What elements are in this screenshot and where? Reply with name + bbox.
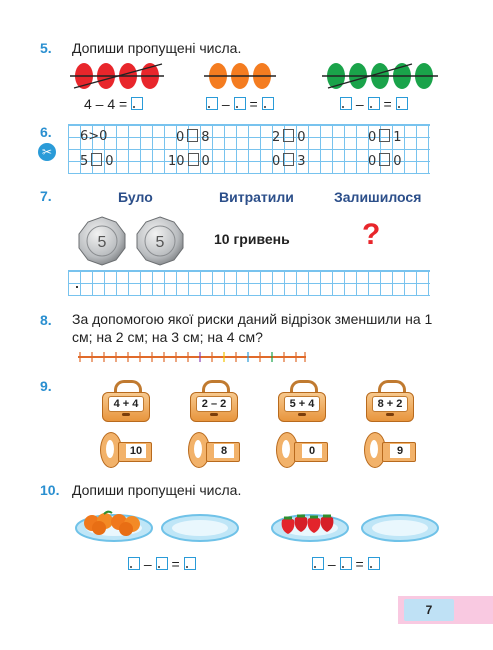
answer-box[interactable] — [340, 97, 352, 110]
answer-box[interactable] — [131, 97, 143, 110]
equals-sign: = — [249, 96, 258, 112]
spent-amount: 10 гривень — [214, 231, 290, 247]
key-value: 0 — [302, 444, 322, 458]
answer-box[interactable] — [156, 557, 168, 570]
minus-sign: – — [327, 556, 336, 572]
coins — [78, 216, 188, 266]
equation-5 — [312, 556, 380, 572]
task-number: 5. — [40, 40, 52, 56]
task-number: 8. — [40, 312, 52, 328]
equation-4 — [128, 556, 196, 572]
page-number: 7 — [404, 599, 454, 621]
minus-sign: – — [143, 556, 152, 572]
comparison-pair: 10 0 — [168, 154, 210, 169]
answer-box[interactable] — [128, 557, 140, 570]
counting-beads — [66, 58, 466, 94]
equation-3 — [340, 96, 408, 112]
equals-sign: = — [383, 96, 392, 112]
lock-expression: 5 + 4 — [284, 396, 320, 412]
task-number: 7. — [40, 188, 52, 204]
start-dot — [76, 286, 78, 288]
key[interactable] — [364, 430, 416, 470]
comparison-pair: 5 0 — [80, 154, 114, 169]
equals-sign: = — [171, 556, 180, 572]
answer-box[interactable] — [184, 557, 196, 570]
coin-value: 5 — [155, 234, 165, 251]
ruler-segment — [76, 350, 310, 364]
equation-1 — [84, 96, 143, 112]
lock[interactable] — [102, 380, 152, 420]
key-value: 8 — [214, 444, 234, 458]
task-instruction: Допиши пропущені числа. — [72, 40, 242, 56]
answer-box[interactable] — [396, 97, 408, 110]
comparison-pair: 0 3 — [272, 154, 306, 169]
green-beads — [322, 63, 438, 89]
plates-illustration — [74, 504, 464, 550]
empty-plate — [162, 515, 238, 541]
equals-sign: = — [355, 556, 364, 572]
coin-value: 5 — [97, 234, 107, 251]
comparison-pair: 0 0 — [368, 154, 402, 169]
task-number: 10. — [40, 482, 60, 498]
key-value: 10 — [126, 444, 146, 458]
key-value: 9 — [390, 444, 410, 458]
lock-expression: 4 + 4 — [108, 396, 144, 412]
answer-box[interactable] — [340, 557, 352, 570]
header-left: Залишилося — [334, 189, 422, 205]
scissors-icon: ✂ — [38, 143, 56, 161]
task-number: 6. — [40, 124, 52, 140]
lock[interactable] — [190, 380, 240, 420]
coin-icon — [137, 217, 183, 265]
empty-plate — [362, 515, 438, 541]
lock-expression: 2 – 2 — [196, 396, 232, 412]
comparison-pair: 2 0 — [272, 130, 306, 145]
minus-sign: – — [355, 96, 364, 112]
lock-expression: 8 + 2 — [372, 396, 408, 412]
page-number-tab — [398, 596, 493, 624]
minus-sign: – — [221, 96, 230, 112]
equation-text: 4 – 4 = — [84, 96, 128, 112]
key[interactable] — [276, 430, 328, 470]
answer-box[interactable] — [368, 97, 380, 110]
answer-box[interactable] — [368, 557, 380, 570]
key[interactable] — [100, 430, 152, 470]
header-was: Було — [118, 189, 153, 205]
plate-with-strawberries — [272, 515, 348, 541]
unknown-mark: ? — [362, 218, 381, 251]
lock[interactable] — [278, 380, 328, 420]
lock[interactable] — [366, 380, 416, 420]
comparison-pair: 6>0 — [80, 129, 108, 144]
header-spent: Витратили — [219, 189, 294, 205]
answer-box[interactable] — [234, 97, 246, 110]
task-question: За допомогою якої риски даний відрізок зменшили на 1 см; на 2 см; на 3 см; на 4 см? — [72, 311, 433, 345]
task-instruction: Допиши пропущені числа. — [72, 482, 242, 498]
comparison-pair: 0 8 — [176, 130, 210, 145]
coin-icon — [79, 217, 125, 265]
red-beads — [70, 63, 164, 89]
plate-with-tangerines — [76, 512, 152, 541]
comparison-pair: 0 1 — [368, 130, 402, 145]
key[interactable] — [188, 430, 240, 470]
orange-beads — [204, 63, 276, 89]
equation-2 — [206, 96, 274, 112]
answer-box[interactable] — [206, 97, 218, 110]
answer-grid[interactable] — [68, 270, 430, 296]
answer-box[interactable] — [312, 557, 324, 570]
answer-box[interactable] — [262, 97, 274, 110]
task-number: 9. — [40, 378, 52, 394]
